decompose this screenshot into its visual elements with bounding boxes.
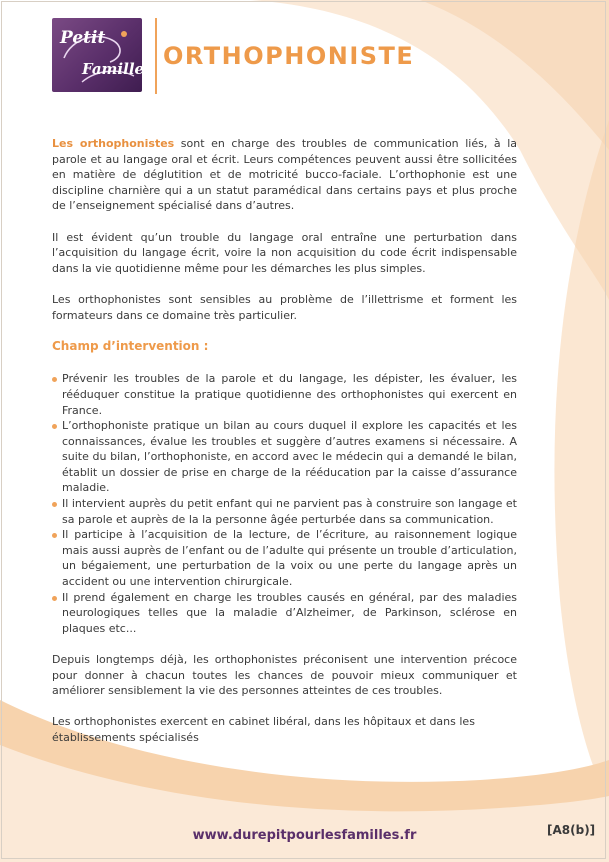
intro-paragraph-1-text: sont en charge des troubles de communication liés, à la parole et au langage oral et écrit. Leurs compétences peuvent aussi être sollicitées en matière de déglutition et de motricité bucco-faciale. L’orthophonie est une discipline charnière qui a un statut paramédical dans certains pays et plus proche de l’enseignement spécialisé dans d’autres. [52,137,517,213]
closing-paragraph-2: Les orthophonistes exercent en cabinet libéral, dans les hôpitaux et dans les établissements spécialisés [52,715,475,744]
list-item [52,496,517,527]
intro-paragraph-2: Il est évident qu’un trouble du langage oral entraîne une perturbation dans l’acquisition du langage écrit, voire la non acquisition du code écrit indispensable dans la vie quotidienne même pour les démarches les plus simples. [52,230,517,275]
page-title: ORTHOPHONISTE [163,42,415,70]
section-heading: Champ d’intervention : [52,338,209,353]
bullet-icon [52,596,57,601]
closing-paragraph-1: Depuis longtemps déjà, les orthophonistes préconisent une intervention précoce pour donner à chacun toutes les chances de pouvoir mieux communiquer et améliorer sensiblement la vie des personnes atteintes de ces troubles. [52,653,517,698]
bullet-icon [52,377,57,382]
brand-logo [52,18,153,92]
header-divider [155,18,157,94]
intro-paragraph-3: Les orthophonistes sont sensibles au problème de l’illettrisme et forment les formateurs dans ce domaine très particulier. [52,292,517,322]
intervention-list [52,371,517,636]
bullet-icon [52,502,57,507]
list-item [52,371,517,418]
bullet-icon [52,424,57,429]
list-item [52,418,517,496]
bullet-icon [52,533,57,538]
list-item [52,590,517,637]
list-item-text: L’orthophoniste pratique un bilan au cours duquel il explore les capacités et les connaissances, évalue les troubles et suggère d’autres examens si nécessaire. A suite du bilan, l’orthophoniste, en accord avec le médecin qui a demandé le bilan, établit un dossier de prise en charge de la rééducation par la caisse d’assurance maladie. [62,419,517,495]
logo-text-top: Petit [60,28,106,48]
logo-text-bottom: Familles [82,60,153,78]
page-code: [A8(b)] [547,823,596,837]
list-item [52,527,517,589]
list-item-text: Il prend également en charge les troubles causés en général, par des maladies neurologiques telles que la maladie d’Alzheimer, de Parkinson, sclérose en plaques etc... [62,590,517,635]
list-item-text: Il intervient auprès du petit enfant qui ne parvient pas à construire son langage et sa parole et auprès de la la personne âgée perturbée dans sa communication. [62,497,517,526]
list-item-text: Prévenir les troubles de la parole et du langage, les dépister, les évaluer, les rééduquer constitue la pratique quotidienne des orthophonistes qui exercent en France. [62,372,517,417]
footer-website-link[interactable]: www.durepitpourlesfamilles.fr [192,828,417,843]
intro-highlight: Les orthophonistes [52,137,175,150]
intro-paragraph-1 [52,136,517,214]
list-item-text: Il participe à l’acquisition de la lecture, de l’écriture, au raisonnement logique mais aussi auprès de l’enfant ou de l’adulte qui présente un trouble d’articulation, un bégaiement, une perturbation de la voix ou une perte du langage après un accident ou une intervention chirurgicale. [62,528,517,589]
main-content [52,136,517,761]
